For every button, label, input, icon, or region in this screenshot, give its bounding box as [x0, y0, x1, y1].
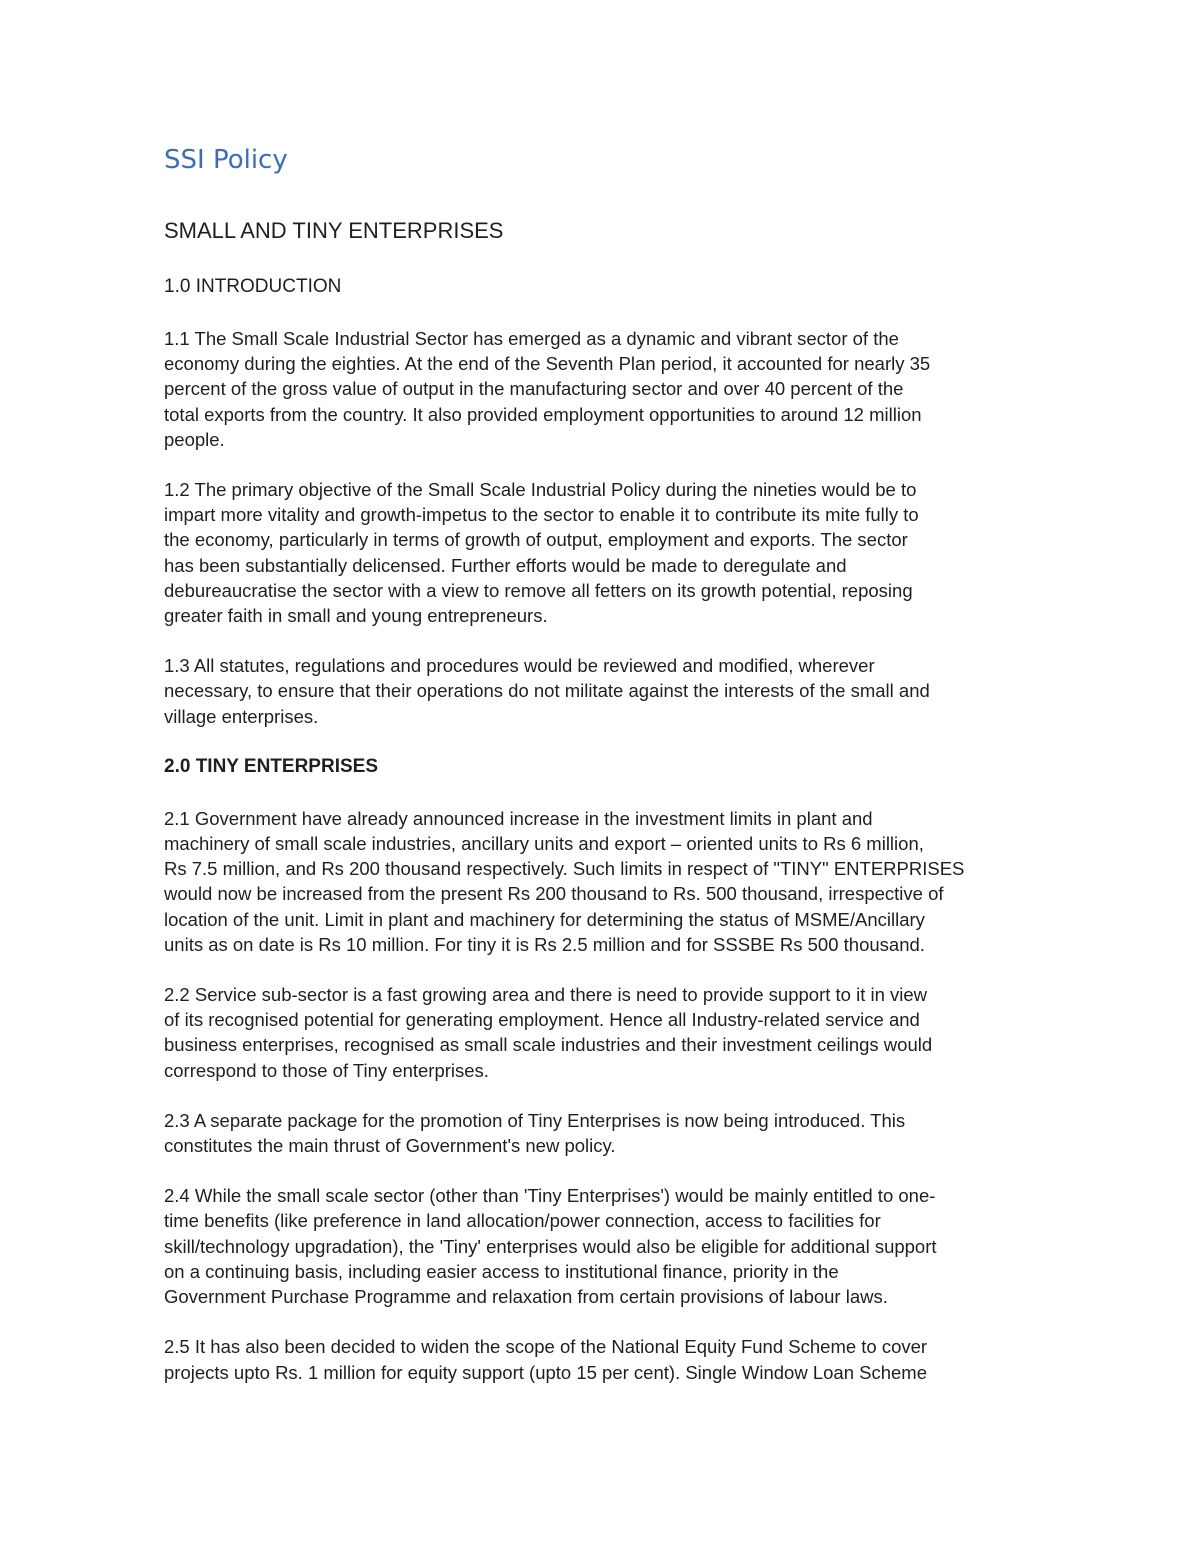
paragraph-1-1: 1.1 The Small Scale Industrial Sector has emerged as a dynamic and vibrant sector of the economy during the eighties. At the end of the Seventh Plan period, it accounted for nearly 35 percent of the gross value of output in the manufacturing sector and over 40 percent of the total exports from the country. It also provided employment opportunities to around 12 million people.: [164, 328, 931, 450]
document-title: SSI Policy: [164, 145, 288, 175]
paragraph-2-5: 2.5 It has also been decided to widen the scope of the National Equity Fund Scheme to cover projects upto Rs. 1 million for equity support (upto 15 per cent). Single Window Loan Scheme: [164, 1336, 928, 1383]
section-introduction: [164, 274, 1044, 729]
paragraph-2-2: 2.2 Service sub-sector is a fast growing area and there is need to provide support to it in view of its recognised potential for generating employment. Hence all Industry-related service and business enterprises, recognised as small scale industries and their investment ceilings would correspond to those of Tiny enterprises.: [164, 984, 933, 1081]
document-heading: SMALL AND TINY ENTERPRISES: [164, 218, 504, 243]
document-content: [164, 140, 1044, 1410]
section-heading: 1.0 INTRODUCTION: [164, 276, 342, 297]
paragraph-2-1: 2.1 Government have already announced increase in the investment limits in plant and machinery of small scale industries, ancillary units and export – oriented units to Rs 6 million, Rs 7.5 million, and Rs 200 thousand respectively. Such limits in respect of "TINY" ENTERPRISES would now be increased from the present Rs 200 thousand to Rs. 500 thousand, irrespective of location of the unit. Limit in plant and machinery for determining the status of MSME/Ancillary units as on date is Rs 10 million. For tiny it is Rs 2.5 million and for SSSBE Rs 500 thousand.: [164, 807, 965, 955]
section-tiny-enterprises: [164, 754, 1044, 1385]
section-heading: 2.0 TINY ENTERPRISES: [164, 755, 378, 777]
paragraph-1-2: 1.2 The primary objective of the Small Scale Industrial Policy during the nineties would be to impart more vitality and growth-impetus to the sector to enable it to contribute its mite fully to the economy, particularly in terms of growth of output, employment and exports. The sector has been substantially delicensed. Further efforts would be made to deregulate and debureaucratise the sector with a view to remove all fetters on its growth potential, reposing greater faith in small and young entrepreneurs.: [164, 479, 919, 627]
paragraph-2-4: 2.4 While the small scale sector (other than 'Tiny Enterprises') would be mainly entitled to one- time benefits (like preference in land allocation/power connection, access to facilities for skill/technology upgradation), the 'Tiny' enterprises would also be eligible for additional support on a continuing basis, including easier access to institutional finance, priority in the Government Purchase Programme and relaxation from certain provisions of labour laws.: [164, 1185, 937, 1308]
paragraph-1-3: 1.3 All statutes, regulations and procedures would be reviewed and modified, wherever necessary, to ensure that their operations do not militate against the interests of the small and village enterprises.: [164, 655, 930, 727]
paragraph-2-3: 2.3 A separate package for the promotion of Tiny Enterprises is now being introduced. This constitutes the main thrust of Government's new policy.: [164, 1109, 906, 1157]
